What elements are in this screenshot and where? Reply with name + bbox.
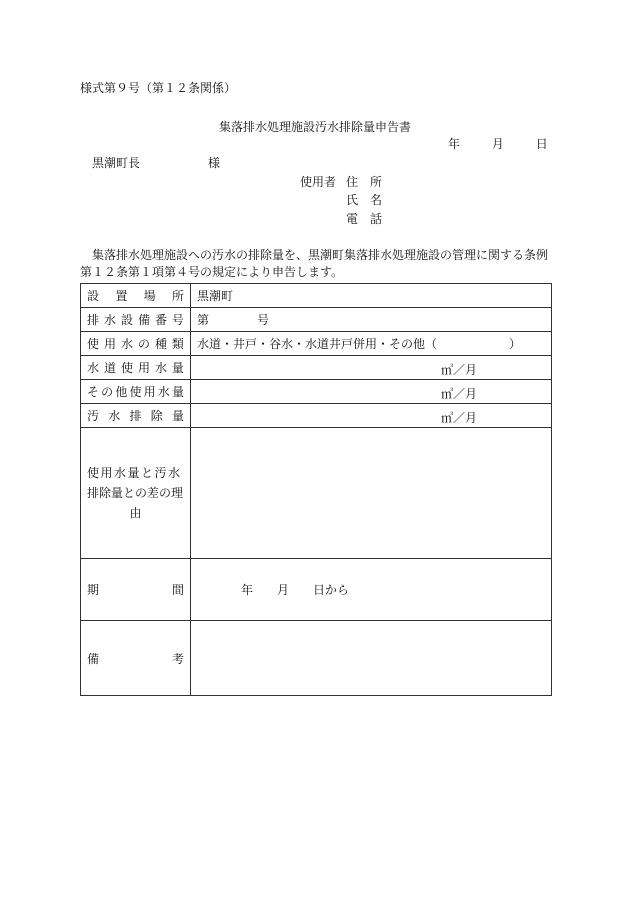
sewage-volume-value[interactable]	[191, 404, 552, 428]
row-remarks	[81, 621, 552, 696]
period-text: 年 月 日から	[241, 583, 350, 597]
drain-number-value[interactable]: 第 号	[191, 308, 552, 332]
label-reason: 使用水量と汚水 排除量との差の理 由	[81, 428, 191, 559]
reason-value[interactable]	[191, 428, 552, 559]
date-year: 年	[448, 137, 461, 151]
period-value[interactable]	[191, 559, 552, 621]
tap-water-volume-value[interactable]	[191, 356, 552, 380]
row-water-type	[81, 332, 552, 356]
location-value[interactable]: 黒潮町	[191, 284, 552, 308]
document-title: 集落排水処理施設汚水排除量申告書	[218, 120, 411, 134]
label-other-water-volume: そ の 他 使 用 水 量	[81, 380, 191, 404]
row-reason	[81, 428, 552, 559]
water-type-value[interactable]: 水道・井戸・谷水・水道井戸併用・その他（ ）	[191, 332, 552, 356]
row-tap-water-volume	[81, 356, 552, 380]
row-period	[81, 559, 552, 621]
addressee	[92, 156, 221, 170]
row-sewage-volume	[81, 404, 552, 428]
label-water-type: 使 用 水 の 種 類	[81, 332, 191, 356]
applicant-label: 使用者	[300, 175, 337, 189]
label-location: 設 置 場 所	[81, 284, 191, 308]
declaration-table	[80, 283, 552, 696]
form-number: 様式第９号（第１２条関係）	[80, 81, 237, 95]
date-month: 月	[491, 137, 504, 151]
other-water-unit: ㎥／月	[441, 386, 478, 401]
date-line	[448, 137, 548, 151]
label-remarks: 備 考	[81, 621, 191, 696]
remarks-value[interactable]	[191, 621, 552, 696]
tap-water-unit: ㎥／月	[441, 362, 478, 377]
applicant-phone-label: 電 話	[346, 212, 383, 226]
date-day: 日	[535, 137, 548, 151]
row-location	[81, 284, 552, 308]
intro-text: 集落排水処理施設への汚水の排除量を、黒潮町集落排水処理施設の管理に関する条例第１２条第１項第４号の規定により申告します。	[80, 248, 549, 279]
label-tap-water-volume: 水 道 使 用 水 量	[81, 356, 191, 380]
applicant-name-label: 氏 名	[346, 193, 383, 207]
other-water-volume-value[interactable]	[191, 380, 552, 404]
label-sewage-volume: 汚 水 排 除 量	[81, 404, 191, 428]
row-drain-number	[81, 308, 552, 332]
addressee-name: 黒潮町長	[92, 156, 141, 170]
row-other-water-volume	[81, 380, 552, 404]
label-drain-number: 排 水 設 備 番 号	[81, 308, 191, 332]
sewage-unit: ㎥／月	[441, 410, 478, 425]
addressee-honorific: 様	[208, 156, 221, 170]
applicant-address-label: 住 所	[346, 175, 383, 189]
label-period: 期 間	[81, 559, 191, 621]
